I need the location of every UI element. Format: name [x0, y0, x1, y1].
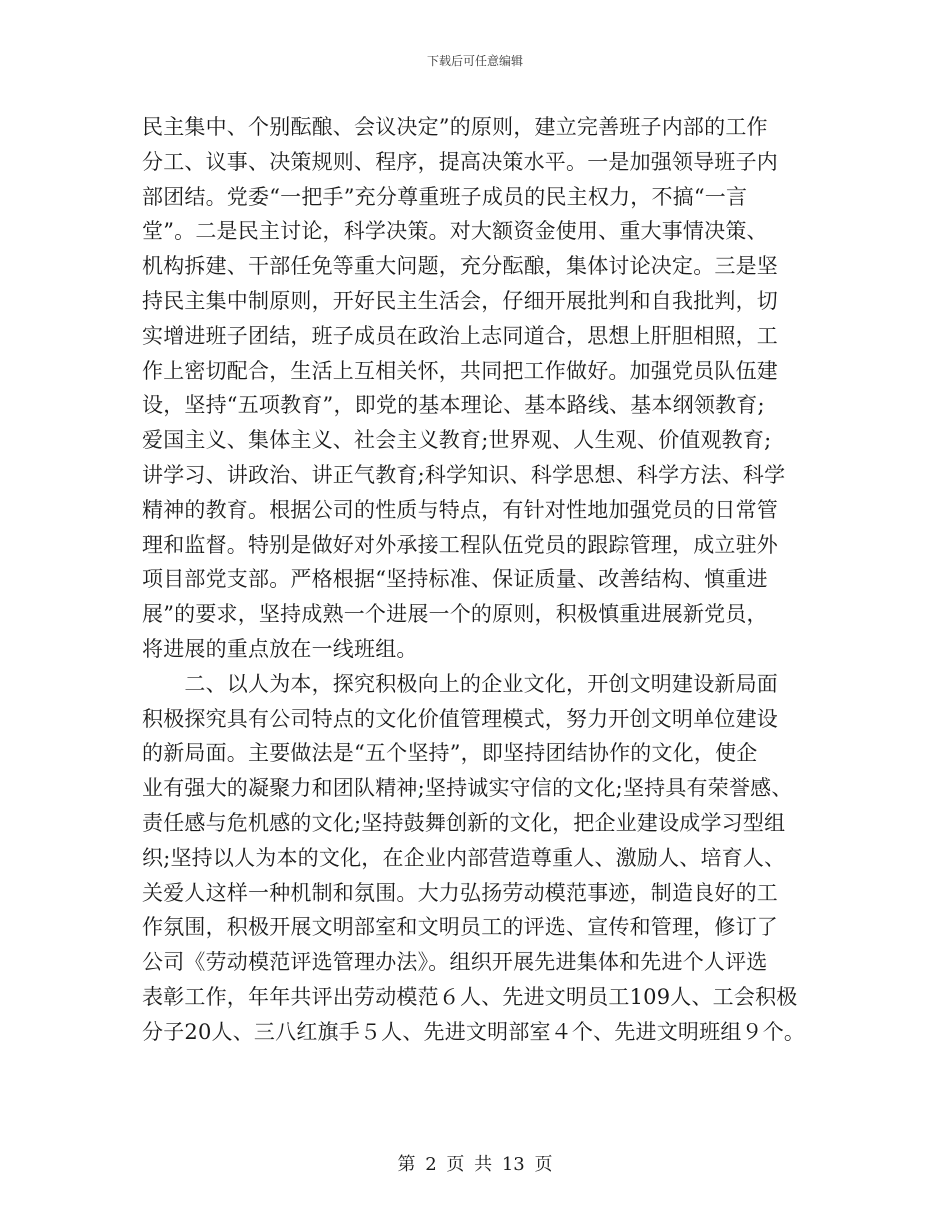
text-line: 将进展的重点放在一线班组。 — [142, 636, 418, 661]
text-line: 爱国主义、集体主义、社会主义教育;世界观、人生观、价值观教育; — [142, 428, 772, 453]
text-line: 持民主集中制原则，开好民主生活会，仔细开展批判和自我批判，切 — [142, 288, 778, 313]
page-number: 第 2 页 共 13 页 — [397, 1154, 553, 1175]
text-line: 分工、议事、决策规则、程序，提高决策水平。一是加强领导班子内 — [142, 149, 778, 174]
header-note: 下载后可任意编辑 — [426, 54, 523, 68]
text-line: 实增进班子团结，班子成员在政治上志同道合，思想上肝胆相照，工 — [142, 323, 778, 348]
text-line: 讲学习、讲政治、讲正气教育;科学知识、科学思想、科学方法、科学 — [142, 462, 786, 487]
text-line: 关爱人这样一种机制和氛围。大力弘扬劳动模范事迹，制造良好的工 — [142, 880, 778, 905]
text-line: 部团结。党委“一把手”充分尊重班子成员的民主权力，不搞“一言 — [142, 184, 748, 209]
text-line: 机构拆建、干部任免等重大问题，充分酝酿，集体讨论决定。三是坚 — [142, 254, 778, 279]
text-line: 业有强大的凝聚力和团队精神;坚持诚实守信的文化;坚持具有荣誉感、 — [142, 776, 793, 801]
text-line: 精神的教育。根据公司的性质与特点，有针对性地加强党员的日常管 — [142, 497, 778, 522]
text-line: 堂”。二是民主讨论，科学决策。对大额资金使用、重大事情决策、 — [142, 219, 768, 244]
text-line: 项目部党支部。严格根据“坚持标准、保证质量、改善结构、慎重进 — [142, 567, 768, 592]
text-line: 民主集中、个别酝酿、会议决定”的原则，建立完善班子内部的工作 — [142, 115, 768, 139]
text-line: 作氛围，积极开展文明部室和文明员工的评选、宣传和管理，修订了 — [142, 915, 778, 940]
text-line: 的新局面。主要做法是“五个坚持”，即坚持团结协作的文化，使企 — [142, 741, 758, 766]
text-line: 作上密切配合，生活上互相关怀，共同把工作做好。加强党员队伍建 — [142, 358, 778, 383]
text-line: 责任感与危机感的文化;坚持鼓舞创新的文化，把企业建设成学习型组 — [142, 810, 786, 835]
section-heading: 二、以人为本，探究积极向上的企业文化，开创文明建设新局面 — [142, 671, 778, 696]
text-line: 表彰工作，年年共评出劳动模范６人、先进文明员工109人、工会积极 — [142, 984, 798, 1009]
text-line: 分子20人、三八红旗手５人、先进文明部室４个、先进文明班组９个。 — [142, 1019, 806, 1044]
text-line: 织;坚持以人为本的文化，在企业内部营造尊重人、激励人、培育人、 — [142, 845, 786, 870]
text-line: 展”的要求，坚持成熟一个进展一个的原则，积极慎重进展新党员， — [142, 602, 768, 627]
text-line: 设，坚持“五项教育”，即党的基本理论、基本路线、基本纲领教育; — [142, 393, 765, 418]
text-line: 理和监督。特别是做好对外承接工程队伍党员的跟踪管理，成立驻外 — [142, 532, 778, 557]
document-body — [142, 110, 822, 1050]
text-line: 公司《劳动模范评选管理办法》。组织开展先进集体和先进个人评选 — [142, 950, 768, 975]
text-line: 积极探究具有公司特点的文化价值管理模式，努力开创文明单位建设 — [142, 706, 778, 731]
